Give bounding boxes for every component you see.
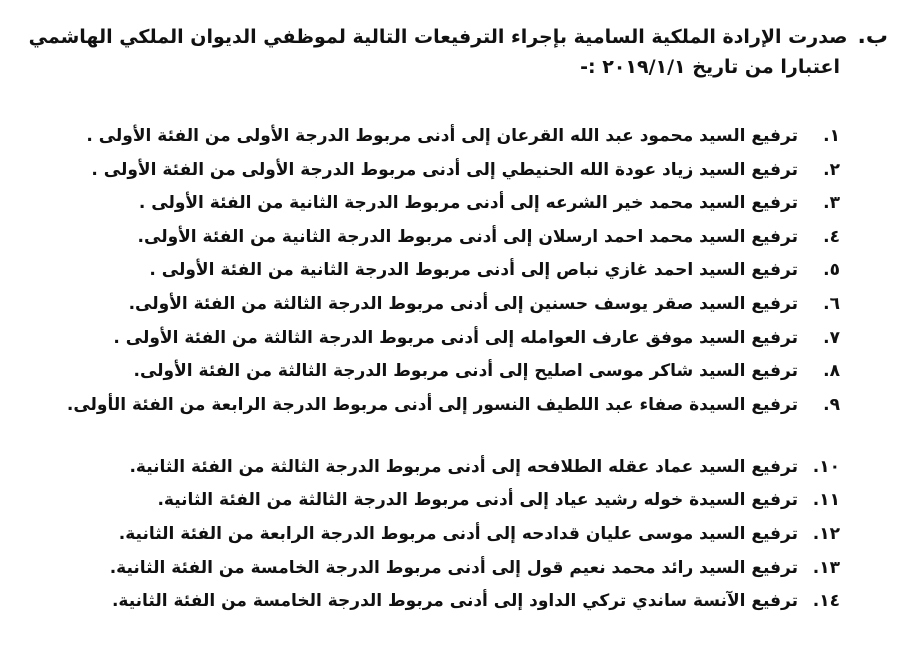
item-number: ١٣. (812, 557, 840, 578)
list-item (5, 290, 840, 324)
list-item (5, 256, 840, 290)
list-item (5, 587, 840, 621)
item-text: ترفيع السيد محمود عبد الله القرعان إلى أدنى مربوط الدرجة الأولى من الفئة الأولى . (86, 126, 798, 146)
item-number: ٩. (823, 394, 840, 415)
list-item (5, 156, 840, 190)
intro-paragraph (8, 22, 888, 82)
intro-line-2: اعتبارا من تاريخ ٢٠١٩/١/١ :- (580, 56, 840, 78)
item-number: ١٠. (812, 456, 840, 477)
section-marker: ب. (857, 24, 888, 49)
list-item (5, 223, 840, 257)
item-number: ٥. (823, 260, 840, 281)
item-number: ٢. (823, 159, 840, 180)
list-item (5, 453, 840, 487)
item-text: ترفيع السيد محمد احمد ارسلان إلى أدنى مربوط الدرجة الثانية من الفئة الأولى. (137, 226, 798, 247)
item-text: ترفيع السيدة خوله رشيد عياد إلى أدنى مربوط الدرجة الثالثة من الفئة الثانية. (157, 490, 798, 511)
list-item (5, 122, 840, 156)
item-text: ترفيع السيد محمد خير الشرعه إلى أدنى مربوط الدرجة الثانية من الفئة الأولى . (138, 193, 798, 214)
list-item (5, 324, 840, 358)
item-text: ترفيع السيد رائد محمد نعيم قول إلى أدنى مربوط الدرجة الخامسة من الفئة الثانية. (109, 557, 798, 578)
item-text: ترفيع السيد احمد غازي نباص إلى أدنى مربوط الدرجة الثانية من الفئة الأولى . (149, 260, 798, 281)
intro-text-1: صدرت الإرادة الملكية السامية بإجراء الترفيعات التالية لموظفي الديوان الملكي الهاشمي (28, 26, 848, 48)
item-number: ١٤. (812, 591, 840, 612)
item-text: ترفيع السيد عماد عقله الطلافحه إلى أدنى مربوط الدرجة الثالثة من الفئة الثانية. (129, 456, 798, 477)
promotions-list (5, 122, 840, 621)
item-number: ٣. (823, 193, 840, 214)
item-number: ٧. (823, 327, 840, 348)
item-text: ترفيع السيد شاكر موسى اصليح إلى أدنى مربوط الدرجة الثالثة من الفئة الأولى. (133, 361, 798, 382)
item-number: ٤. (823, 226, 840, 247)
item-number: ١١. (812, 490, 840, 511)
list-item (5, 357, 840, 391)
item-number: ١. (823, 126, 840, 146)
item-text: ترفيع السيد موفق عارف العوامله إلى أدنى مربوط الدرجة الثالثة من الفئة الأولى . (113, 327, 798, 348)
item-text: ترفيع السيد زياد عودة الله الحنيطي إلى أدنى مربوط الدرجة الأولى من الفئة الأولى . (91, 159, 798, 180)
list-item (5, 554, 840, 588)
item-number: ٨. (823, 361, 840, 382)
item-number: ٦. (823, 293, 840, 314)
list-item (5, 189, 840, 223)
item-number: ١٢. (812, 523, 840, 544)
item-text: ترفيع السيد صقر يوسف حسنين إلى أدنى مربوط الدرجة الثالثة من الفئة الأولى. (128, 293, 798, 314)
item-text: ترفيع الآنسة ساندي تركي الداود إلى أدنى مربوط الدرجة الخامسة من الفئة الثانية. (111, 591, 798, 612)
item-text: ترفيع السيدة صفاء عبد اللطيف النسور إلى أدنى مربوط الدرجة الرابعة من الفئة الأولى. (66, 394, 798, 415)
list-item (5, 391, 840, 453)
list-item (5, 520, 840, 554)
list-item (5, 486, 840, 520)
item-text: ترفيع السيد موسى عليان قدادحه إلى أدنى مربوط الدرجة الرابعة من الفئة الثانية. (118, 523, 798, 544)
intro-line-1 (8, 22, 888, 52)
